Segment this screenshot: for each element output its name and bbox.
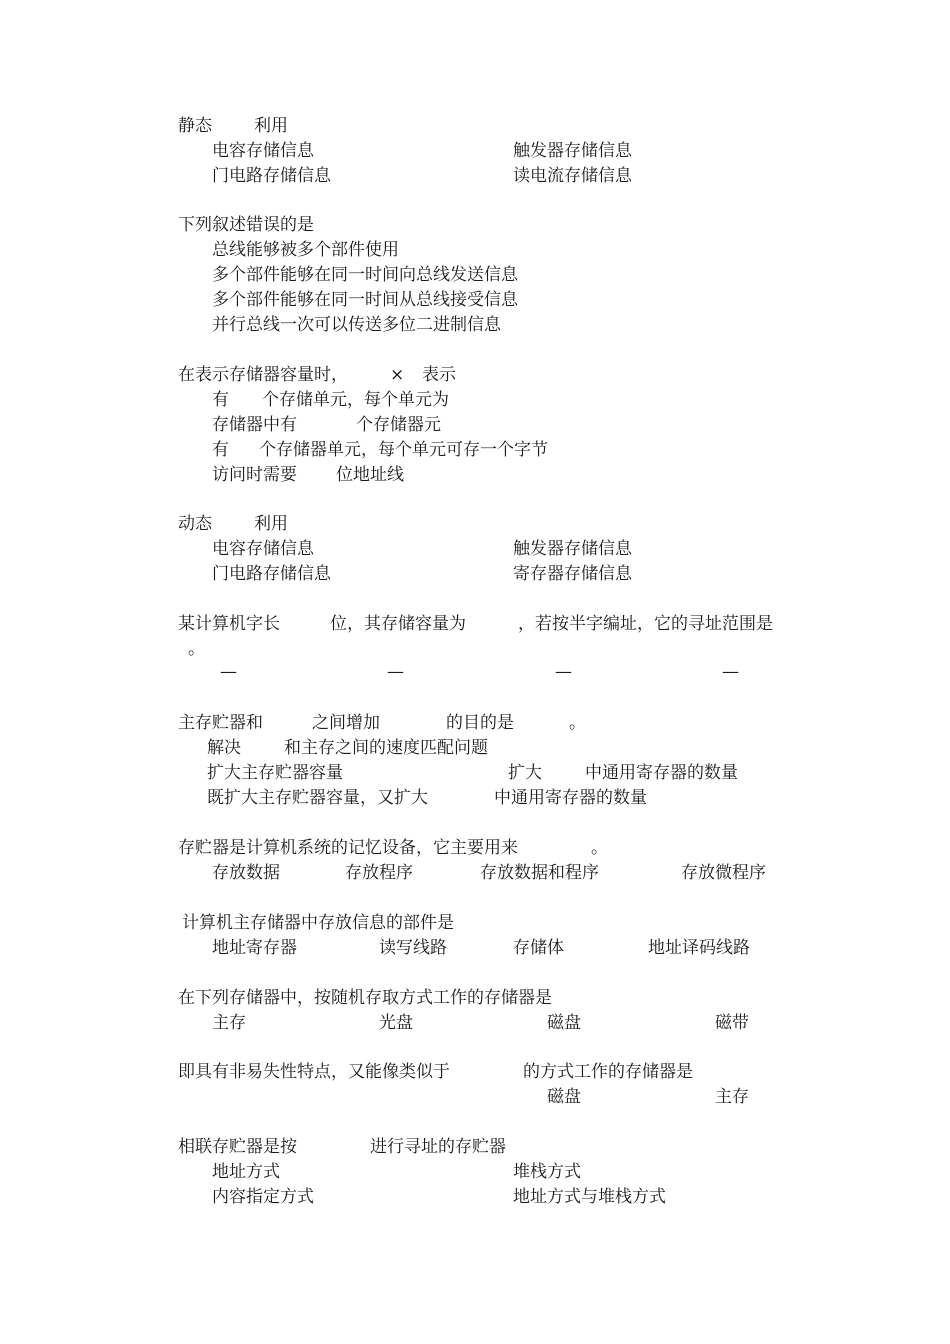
q6-option-c-part-2: 中通用寄存器的数量 bbox=[585, 763, 738, 783]
q4-option-b: 触发器存储信息 bbox=[513, 539, 632, 559]
q3-option-b-part-1: 存储器中有 bbox=[212, 415, 297, 435]
q5-option-b: — bbox=[387, 662, 404, 682]
q3-option-c-part-2: 个存储器单元，每个单元可存一个字节 bbox=[259, 440, 548, 460]
q10-stem-part-1: 即具有非易失性特点，又能像类似于 bbox=[178, 1062, 450, 1082]
q3-stem-part-2: 表示 bbox=[422, 365, 456, 385]
q9-option-d: 磁带 bbox=[715, 1013, 749, 1033]
q8-option-c: 存储体 bbox=[513, 938, 564, 958]
q6-option-d-part-2: 中通用寄存器的数量 bbox=[494, 788, 647, 808]
q10-stem-part-2: 的方式工作的存储器是 bbox=[523, 1062, 693, 1082]
q3-option-a-part-2: 个存储单元，每个单元为 bbox=[262, 390, 449, 410]
q4-stem-part-1: 动态 bbox=[178, 514, 212, 534]
q5-option-c: — bbox=[555, 662, 572, 682]
q7-option-b: 存放程序 bbox=[345, 863, 413, 883]
q1-stem-part-2: 利用 bbox=[254, 116, 288, 136]
q9-option-a: 主存 bbox=[212, 1013, 246, 1033]
q2-stem: 下列叙述错误的是 bbox=[178, 215, 314, 235]
q7-option-a: 存放数据 bbox=[212, 863, 280, 883]
q1-stem-part-1: 静态 bbox=[178, 116, 212, 136]
q8-option-b: 读写线路 bbox=[379, 938, 447, 958]
q8-option-d: 地址译码线路 bbox=[648, 938, 750, 958]
q6-option-a-part-2: 和主存之间的速度匹配问题 bbox=[284, 738, 488, 758]
q5-stem-part-1: 某计算机字长 bbox=[178, 614, 280, 634]
q5-stem-part-3: ，若按半字编址，它的寻址范围是 bbox=[518, 614, 773, 634]
q6-option-c-part-1: 扩大 bbox=[508, 763, 542, 783]
q11-stem-part-1: 相联存贮器是按 bbox=[178, 1137, 297, 1157]
q3-option-c-part-1: 有 bbox=[212, 440, 229, 460]
q5-stem-part-2: 位，其存储容量为 bbox=[330, 614, 466, 634]
q7-option-d: 存放微程序 bbox=[681, 863, 766, 883]
q5-stem-end: 。 bbox=[188, 639, 205, 659]
q8-stem: 计算机主存储器中存放信息的部件是 bbox=[182, 913, 454, 933]
q7-stem: 存贮器是计算机系统的记忆设备，它主要用来 bbox=[178, 838, 518, 858]
q5-option-a: — bbox=[220, 662, 237, 682]
q6-option-a-part-1: 解决 bbox=[207, 738, 241, 758]
q2-option-d: 并行总线一次可以传送多位二进制信息 bbox=[212, 315, 501, 335]
q4-option-a: 电容存储信息 bbox=[212, 539, 314, 559]
q9-stem: 在下列存储器中，按随机存取方式工作的存储器是 bbox=[178, 988, 552, 1008]
q9-option-b: 光盘 bbox=[379, 1013, 413, 1033]
q7-option-c: 存放数据和程序 bbox=[480, 863, 599, 883]
q6-stem-part-1: 主存贮器和 bbox=[178, 713, 263, 733]
q5-option-d: — bbox=[722, 662, 739, 682]
q11-option-c: 内容指定方式 bbox=[212, 1187, 314, 1207]
q9-option-c: 磁盘 bbox=[547, 1013, 581, 1033]
q3-option-d-part-2: 位地址线 bbox=[336, 465, 404, 485]
q3-option-d-part-1: 访问时需要 bbox=[212, 465, 297, 485]
q1-option-b: 触发器存储信息 bbox=[513, 141, 632, 161]
q1-option-d: 读电流存储信息 bbox=[513, 166, 632, 186]
q6-stem-part-3: 的目的是 bbox=[446, 713, 514, 733]
q11-stem-part-2: 进行寻址的存贮器 bbox=[370, 1137, 506, 1157]
q4-option-c: 门电路存储信息 bbox=[212, 564, 331, 584]
q2-option-b: 多个部件能够在同一时间向总线发送信息 bbox=[212, 265, 518, 285]
q3-option-b-part-2: 个存储器元 bbox=[356, 415, 441, 435]
q10-option-d: 主存 bbox=[715, 1087, 749, 1107]
q8-option-a: 地址寄存器 bbox=[212, 938, 297, 958]
q4-option-d: 寄存器存储信息 bbox=[513, 564, 632, 584]
q1-option-c: 门电路存储信息 bbox=[212, 166, 331, 186]
q2-option-a: 总线能够被多个部件使用 bbox=[212, 240, 399, 260]
q11-option-a: 地址方式 bbox=[212, 1162, 280, 1182]
q10-option-c: 磁盘 bbox=[547, 1087, 581, 1107]
q7-stem-end: 。 bbox=[591, 838, 608, 858]
q1-option-a: 电容存储信息 bbox=[212, 141, 314, 161]
q6-stem-end: 。 bbox=[569, 713, 586, 733]
q11-option-d: 地址方式与堆栈方式 bbox=[513, 1187, 666, 1207]
q3-stem-times-sign: × bbox=[390, 365, 405, 385]
q6-stem-part-2: 之间增加 bbox=[312, 713, 380, 733]
q3-stem-part-1: 在表示存储器容量时， bbox=[178, 365, 348, 385]
q4-stem-part-2: 利用 bbox=[254, 514, 288, 534]
q11-option-b: 堆栈方式 bbox=[513, 1162, 581, 1182]
q6-option-b: 扩大主存贮器容量 bbox=[207, 763, 343, 783]
q2-option-c: 多个部件能够在同一时间从总线接受信息 bbox=[212, 290, 518, 310]
q3-option-a-part-1: 有 bbox=[212, 390, 229, 410]
q6-option-d-part-1: 既扩大主存贮器容量，又扩大 bbox=[207, 788, 428, 808]
